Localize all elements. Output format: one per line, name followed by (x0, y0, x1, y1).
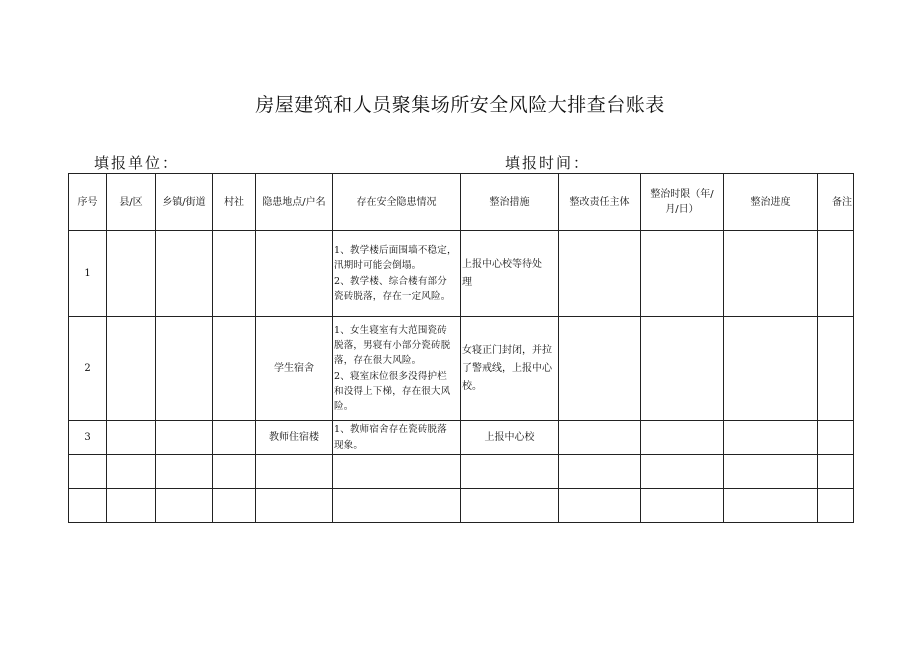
cell-town[interactable] (156, 455, 213, 489)
cell-responsible[interactable] (559, 455, 641, 489)
cell-village[interactable] (213, 489, 256, 523)
cell-hazard-line: 落，存在很大风险。 (334, 355, 422, 367)
header-measures: 整治措施 (461, 174, 559, 231)
cell-deadline[interactable] (641, 421, 724, 455)
cell-town[interactable] (156, 421, 213, 455)
cell-location[interactable] (256, 231, 333, 317)
cell-measures-line: 了警戒线，上报中心 (462, 362, 552, 374)
header-responsible: 整改责任主体 (559, 174, 641, 231)
header-deadline-line2: 月/日） (665, 204, 699, 215)
table-row (69, 231, 854, 317)
cell-town[interactable] (156, 317, 213, 421)
cell-location[interactable]: 学生宿舍 (256, 317, 333, 421)
header-county: 县/区 (107, 174, 156, 231)
cell-progress[interactable] (724, 489, 818, 523)
cell-county[interactable] (107, 421, 156, 455)
cell-measures-line: 理 (462, 276, 472, 288)
header-seq: 序号 (69, 174, 107, 231)
cell-seq[interactable]: 2 (69, 317, 107, 421)
page-title: 房屋建筑和人员聚集场所安全风险大排查台账表 (255, 94, 665, 116)
cell-measures-line: 上报中心校等待处 (462, 258, 542, 270)
cell-village[interactable] (213, 455, 256, 489)
cell-location[interactable] (256, 455, 333, 489)
cell-hazard-line: 汛期时可能会倒塌。 (334, 260, 422, 272)
header-town: 乡镇/街道 (156, 174, 213, 231)
cell-deadline[interactable] (641, 317, 724, 421)
cell-deadline[interactable] (641, 455, 724, 489)
cell-location[interactable] (256, 489, 333, 523)
cell-seq[interactable]: 3 (69, 421, 107, 455)
cell-deadline[interactable] (641, 489, 724, 523)
cell-hazard-line: 现象。 (334, 439, 364, 451)
cell-measures[interactable] (461, 231, 559, 317)
cell-hazard[interactable] (333, 317, 461, 421)
cell-village[interactable] (213, 231, 256, 317)
cell-remark[interactable] (818, 455, 854, 489)
cell-county[interactable] (107, 455, 156, 489)
header-village: 村社 (213, 174, 256, 231)
hazard-ledger-table (68, 173, 854, 523)
cell-remark[interactable] (818, 231, 854, 317)
header-row (69, 174, 854, 231)
cell-hazard-line: 和没得上下梯，存在很大风 (334, 385, 451, 397)
cell-town[interactable] (156, 231, 213, 317)
cell-measures[interactable] (461, 421, 559, 455)
cell-town[interactable] (156, 489, 213, 523)
cell-measures[interactable] (461, 489, 559, 523)
table-row (69, 317, 854, 421)
ledger-body (69, 231, 854, 523)
table-row (69, 455, 854, 489)
cell-measures-line: 上报中心校 (484, 431, 535, 443)
cell-hazard[interactable] (333, 231, 461, 317)
header-deadline (641, 174, 724, 231)
header-progress: 整治进度 (724, 174, 818, 231)
cell-progress[interactable] (724, 231, 818, 317)
cell-location[interactable]: 教师住宿楼 (256, 421, 333, 455)
cell-progress[interactable] (724, 317, 818, 421)
cell-progress[interactable] (724, 455, 818, 489)
cell-village[interactable] (213, 421, 256, 455)
cell-county[interactable] (107, 231, 156, 317)
cell-hazard-line: 2、教学楼、综合楼有部分 (334, 275, 447, 287)
cell-hazard-line: 2、寝室床位很多没得护栏 (334, 370, 447, 382)
cell-hazard[interactable] (333, 421, 461, 455)
cell-remark[interactable] (818, 421, 854, 455)
cell-county[interactable] (107, 317, 156, 421)
header-location: 隐患地点/户名 (256, 174, 333, 231)
cell-measures[interactable] (461, 455, 559, 489)
cell-hazard-line: 1、女生寝室有大范围瓷砖 (334, 324, 447, 336)
cell-remark[interactable] (818, 317, 854, 421)
cell-responsible[interactable] (559, 421, 641, 455)
cell-village[interactable] (213, 317, 256, 421)
cell-hazard-line: 瓷砖脱落，存在一定风险。 (334, 290, 451, 302)
cell-measures-line: 校。 (462, 380, 482, 392)
cell-responsible[interactable] (559, 489, 641, 523)
table-row (69, 421, 854, 455)
header-hazard: 存在安全隐患情况 (333, 174, 461, 231)
cell-progress[interactable] (724, 421, 818, 455)
header-remark: 备注 (818, 174, 854, 231)
cell-deadline[interactable] (641, 231, 724, 317)
cell-seq[interactable]: 1 (69, 231, 107, 317)
table-row (69, 489, 854, 523)
cell-responsible[interactable] (559, 231, 641, 317)
fill-time-label: 填报时间： (505, 154, 591, 172)
fill-unit-label: 填报单位： (94, 154, 180, 172)
cell-hazard-line: 脱落，男寝有小部分瓷砖脱 (334, 340, 451, 352)
cell-hazard-line: 1、教学楼后面围墙不稳定， (334, 245, 457, 257)
cell-seq[interactable] (69, 455, 107, 489)
cell-hazard-line: 1、教师宿舍存在瓷砖脱落 (334, 424, 447, 436)
cell-responsible[interactable] (559, 317, 641, 421)
cell-hazard-line: 险。 (334, 400, 354, 412)
cell-remark[interactable] (818, 489, 854, 523)
header-deadline-line1: 整治时限（年/ (650, 189, 714, 200)
cell-hazard[interactable] (333, 455, 461, 489)
cell-hazard[interactable] (333, 489, 461, 523)
cell-measures-line: 女寝正门封闭，并拉 (462, 344, 552, 356)
cell-seq[interactable] (69, 489, 107, 523)
cell-county[interactable] (107, 489, 156, 523)
cell-measures[interactable] (461, 317, 559, 421)
